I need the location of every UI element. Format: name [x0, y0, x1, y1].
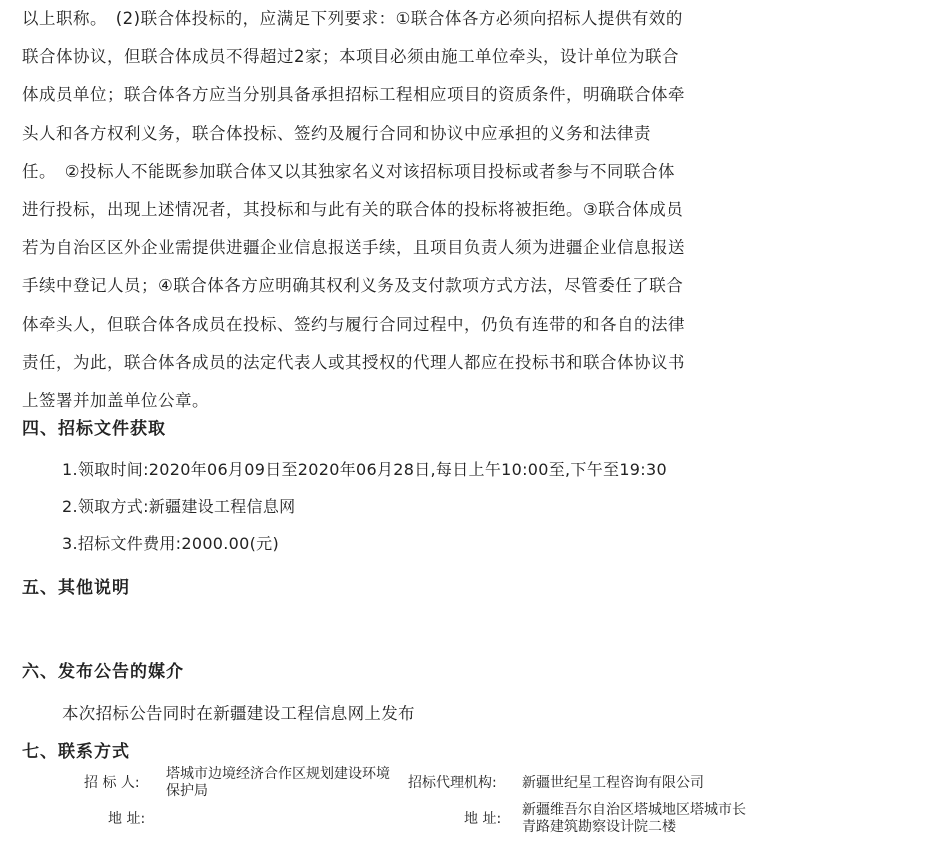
section-heading-document-acquisition: 四、招标文件获取: [22, 419, 166, 439]
paragraph-line: 以上职称。 (2)联合体投标的，应满足下列要求：①联合体各方必须向招标人提供有效的: [22, 9, 683, 28]
agency-address-value: 新疆维吾尔自治区塔城地区塔城市长青路建筑勘察设计院二楼: [522, 802, 746, 835]
paragraph-line: 责任，为此，联合体各成员的法定代表人或其授权的代理人都应在投标书和联合体协议书: [22, 352, 685, 372]
agency-label: 招标代理机构:: [408, 775, 497, 791]
section-heading-other-notes: 五、其他说明: [22, 578, 130, 598]
paragraph-line: 任。 ②投标人不能既参加联合体又以其独家名义对该招标项目投标或者参与不同联合体: [22, 161, 676, 181]
paragraph-line: 上签署并加盖单位公章。: [22, 390, 209, 410]
tenderer-address-label: 地 址:: [108, 811, 146, 827]
paragraph-line: 联合体协议，但联合体成员不得超过2家；本项目必须由施工单位牵头，设计单位为联合: [22, 47, 679, 67]
publication-media-text: 本次招标公告同时在新疆建设工程信息网上发布: [62, 704, 415, 723]
section-heading-publication-media: 六、发布公告的媒介: [22, 662, 184, 682]
paragraph-line: 若为自治区区外企业需提供进疆企业信息报送手续，且项目负责人须为进疆企业信息报送: [22, 238, 685, 258]
paragraph-line: 进行投标，出现上述情况者，其投标和与此有关的联合体的投标将被拒绝。③联合体成员: [22, 199, 684, 219]
list-item-collection-method: 2.领取方式:新疆建设工程信息网: [62, 497, 296, 516]
tenderer-value: 塔城市边境经济合作区规划建设环境保护局: [166, 766, 390, 799]
section-heading-contact: 七、联系方式: [22, 742, 130, 762]
agency-address-label: 地 址:: [464, 811, 502, 827]
paragraph-line: 头人和各方权利义务，联合体投标、签约及履行合同和协议中应承担的义务和法律责: [22, 123, 651, 143]
tenderer-label: 招 标 人:: [84, 775, 140, 791]
list-item-collection-time: 1.领取时间:2020年06月09日至2020年06月28日,每日上午10:00至,下午至19:30: [62, 460, 667, 479]
agency-value: 新疆世纪星工程咨询有限公司: [522, 775, 704, 791]
paragraph-line: 体牵头人，但联合体各成员在投标、签约与履行合同过程中，仍负有连带的和各自的法律: [22, 314, 685, 334]
paragraph-line: 体成员单位；联合体各方应当分别具备承担招标工程相应项目的资质条件，明确联合体牵: [22, 85, 685, 105]
requirements-paragraph: [22, 0, 782, 420]
paragraph-line: 手续中登记人员；④联合体各方应明确其权利义务及支付款项方式方法，尽管委任了联合: [22, 276, 684, 296]
list-item-document-fee: 3.招标文件费用:2000.00(元): [62, 534, 280, 553]
